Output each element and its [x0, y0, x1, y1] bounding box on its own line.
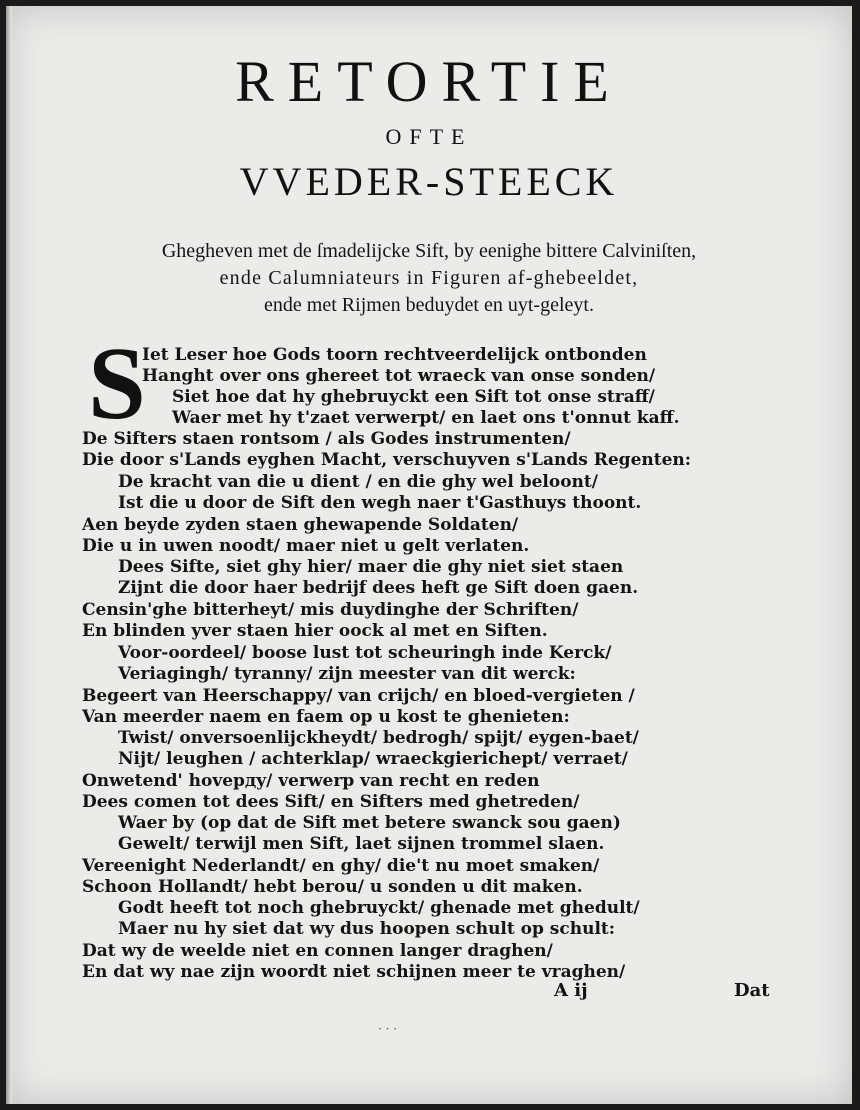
verse-line: En dat wy nae zijn woordt niet schijnen meer te vraghen/: [82, 962, 626, 982]
verse-line: Hanght over ons ghereet tot wraeck van onse sonden/: [142, 366, 656, 386]
verse-line: Gewelt/ terwijl men Sift, laet sijnen trommel slaen.: [118, 834, 605, 854]
drop-cap: S: [88, 326, 146, 441]
verse-line: Twist/ onversoenlijckheydt/ bedrogh/ spijt/ eygen-baet/: [118, 728, 639, 748]
verse-line: Censin'ghe bitterheyt/ mis duydinghe der Schriften/: [82, 600, 579, 620]
verse-line: Voor-oordeel/ boose lust tot scheuringh inde Kerck/: [118, 643, 612, 663]
catchword: Dat: [734, 980, 770, 1001]
subtitle-line-2: ende Calumniateurs in Figuren af-ghebeeldet,: [219, 267, 639, 289]
verse-line: Die door s'Lands eyghen Macht, verschuyven s'Lands Regenten:: [82, 450, 692, 470]
book-page: [6, 6, 852, 1104]
verse-line: Aen beyde zyden staen ghewapende Soldaten/: [82, 515, 519, 535]
verse-line: Zijnt die door haer bedrijf dees heft ge Sift doen gaen.: [118, 578, 639, 598]
signature-mark: A ij: [554, 980, 588, 1001]
verse-line: Iet Leser hoe Gods toorn rechtveerdelijck ontbonden: [142, 345, 647, 365]
verse-line: De kracht van die u dient / en die ghy wel beloont/: [118, 472, 598, 492]
subtitle-line-3: ende met Rijmen beduydet en uyt-geleyt.: [264, 294, 594, 316]
verse-line: Ist die u door de Sift den wegh naer t'Gasthuys thoont.: [118, 493, 642, 513]
main-title: RETORTIE: [235, 49, 623, 114]
verse-line: De Sifters staen rontsom / als Godes instrumenten/: [82, 429, 571, 449]
verse-line: Waer by (op dat de Sift met betere swanck sou gaen): [118, 813, 621, 833]
verse-line: Schoon Hollandt/ hebt berou/ u sonden u dit maken.: [82, 877, 583, 897]
title-secondary: VVEDER-STEECK: [239, 159, 619, 204]
verse-line: Van meerder naem en faem op u kost te ghenieten:: [82, 707, 570, 727]
subtitle-line-1: Ghegheven met de ſmadelijcke Sift, by eenighe bittere Calviniſten,: [161, 240, 697, 262]
verse-line: Dat wy de weelde niet en connen langer draghen/: [82, 941, 553, 961]
verse-line: Die u in uwen noodt/ maer niet u gelt verlaten.: [82, 536, 530, 556]
verse-line: Onwetend' hovердy/ verwerp van recht en reden: [82, 771, 540, 791]
verse-line: Siet hoe dat hy ghebruyckt een Sift tot onse straff/: [172, 387, 655, 407]
decorative-dots: · · ·: [378, 1022, 398, 1036]
verse-line: Maer nu hy siet dat wy dus hoopen schult op schult:: [118, 919, 616, 939]
verse-line: Begeert van Heerschappy/ van crijch/ en bloed-vergieten /: [82, 686, 635, 706]
verse-line: Waer met hy t'zaet verwerpt/ en laet ons t'onnut kaff.: [172, 408, 680, 428]
verse-line: Godt heeft tot noch ghebruyckt/ ghenade met ghedult/: [118, 898, 640, 918]
title-conjunction: OFTE: [385, 124, 473, 149]
verse-line: En blinden yver staen hier oock al met en Siften.: [82, 621, 548, 641]
verse-line: Nijt/ leughen / achterklap/ wraeckgierichept/ verraet/: [118, 749, 628, 769]
verse-line: Vereenight Nederlandt/ en ghy/ die't nu moet smaken/: [82, 856, 600, 876]
verse-line: Dees comen tot dees Sift/ en Sifters med ghetreden/: [82, 792, 580, 812]
verse-line: Veriagingh/ tyranny/ zijn meester van dit werck:: [118, 664, 576, 684]
verse-line: Dees Sifte, siet ghy hier/ maer die ghy niet siet staen: [118, 557, 624, 577]
